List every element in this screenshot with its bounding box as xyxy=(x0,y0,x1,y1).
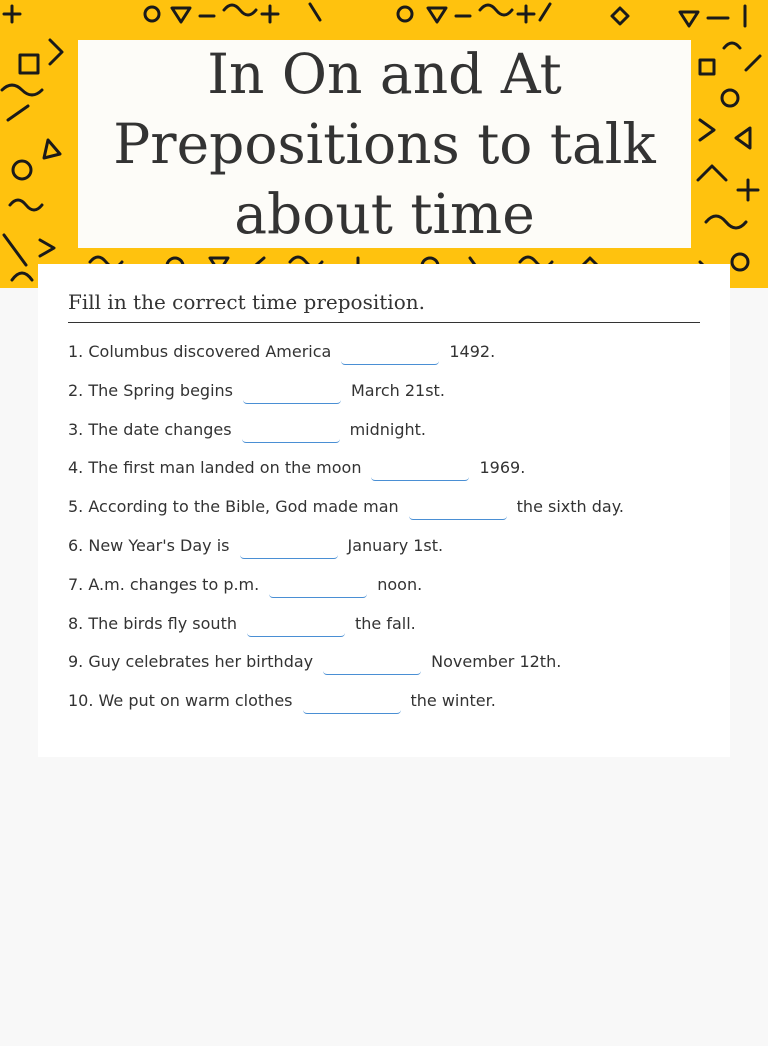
question-row-1 xyxy=(68,342,708,381)
question-row-4 xyxy=(68,458,708,497)
question-text-after: noon. xyxy=(377,574,423,594)
worksheet-panel xyxy=(38,264,730,757)
question-text-after: March 21st. xyxy=(351,380,445,400)
question-text: 3. The date changes xyxy=(68,419,232,439)
question-text: 10. We put on warm clothes xyxy=(68,691,293,711)
question-text-after: the fall. xyxy=(354,613,416,633)
answer-input-1[interactable] xyxy=(341,342,439,365)
question-row-8 xyxy=(68,614,708,653)
question-text-after: 1492. xyxy=(449,342,496,361)
answer-input-7[interactable] xyxy=(269,575,367,598)
instruction-text: Fill in the correct time preposition. xyxy=(68,290,700,323)
question-text: 4. The first man landed on the moon xyxy=(68,458,362,478)
answer-input-9[interactable] xyxy=(323,652,421,675)
question-text: 8. The birds fly south xyxy=(68,613,237,633)
question-row-6 xyxy=(68,536,708,575)
title-card xyxy=(78,40,691,248)
answer-input-2[interactable] xyxy=(243,381,341,404)
answer-input-10[interactable] xyxy=(303,691,401,714)
question-row-5 xyxy=(68,497,708,536)
question-text-after: 1969. xyxy=(479,458,526,478)
question-text-after: the winter. xyxy=(410,691,496,711)
question-text: 7. A.m. changes to p.m. xyxy=(68,574,260,594)
answer-input-5[interactable] xyxy=(409,497,507,520)
answer-input-3[interactable] xyxy=(242,420,340,443)
question-text: 5. According to the Bible, God made man xyxy=(68,497,399,517)
answer-input-8[interactable] xyxy=(247,614,345,637)
header-banner xyxy=(0,0,768,288)
question-text-after: November 12th. xyxy=(431,652,562,672)
question-row-9 xyxy=(68,652,708,691)
answer-input-4[interactable] xyxy=(371,458,469,481)
question-text: 6. New Year's Day is xyxy=(68,535,230,555)
question-text: 2. The Spring begins xyxy=(68,380,233,400)
question-row-7 xyxy=(68,575,708,614)
question-text-after: the sixth day. xyxy=(516,497,624,517)
question-text-after: midnight. xyxy=(349,419,427,439)
question-list xyxy=(68,342,708,730)
question-row-10 xyxy=(68,691,708,730)
question-text-after: January 1st. xyxy=(347,535,444,555)
answer-input-6[interactable] xyxy=(240,536,338,559)
question-text: 9. Guy celebrates her birthday xyxy=(68,652,314,672)
question-row-2 xyxy=(68,381,708,420)
page-title: In On and At Prepositions to talk about time xyxy=(113,42,656,246)
question-text: 1. Columbus discovered America xyxy=(68,342,332,361)
question-row-3 xyxy=(68,420,708,459)
